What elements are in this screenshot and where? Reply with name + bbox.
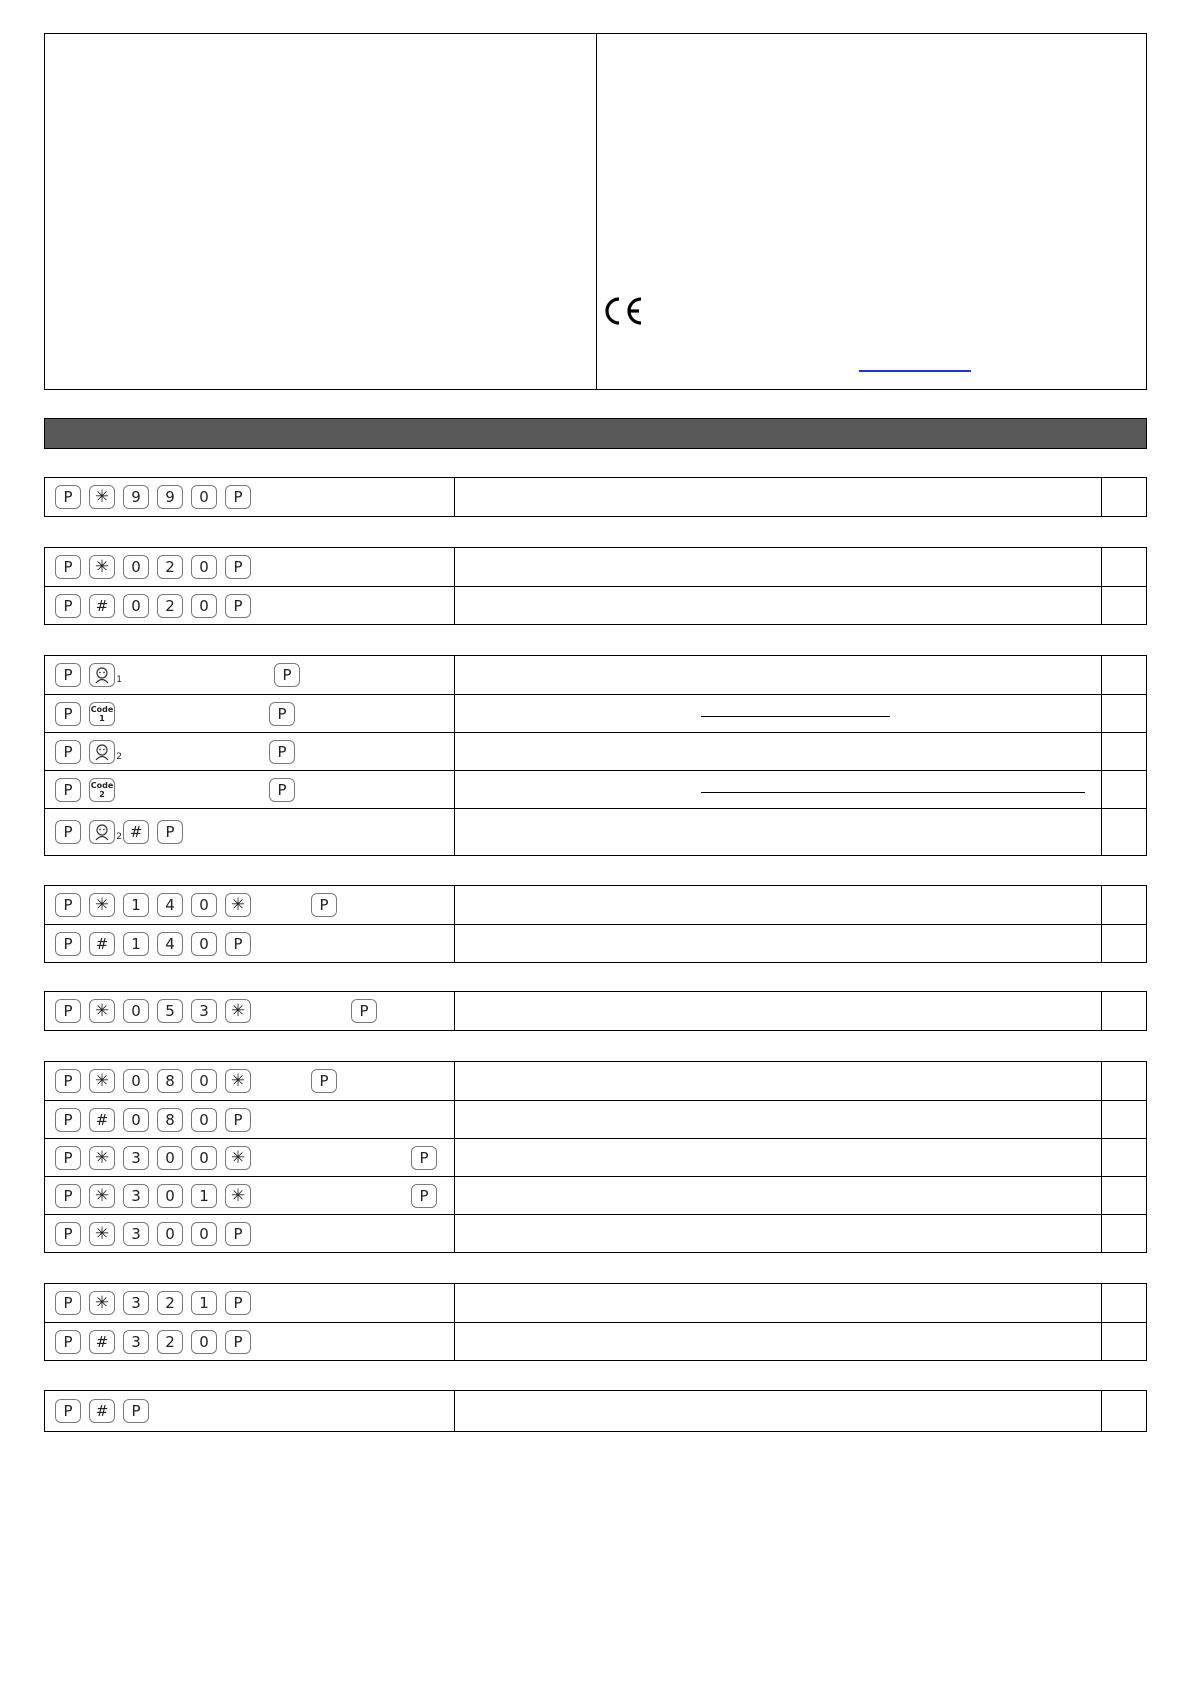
key-digit: 0 (191, 485, 217, 509)
table-row (45, 548, 1146, 586)
key-p: P (225, 555, 251, 579)
key-star: ✳ (89, 485, 115, 509)
check-cell (1102, 1177, 1146, 1214)
key-digit: 1 (123, 932, 149, 956)
key-p: P (225, 1291, 251, 1315)
info-box (44, 33, 1147, 390)
description-cell (455, 809, 1102, 855)
key-digit: 4 (157, 893, 183, 917)
key-p: P (55, 594, 81, 618)
key-sequence (45, 771, 455, 808)
key-star: ✳ (89, 1291, 115, 1315)
key-p: P (269, 740, 295, 764)
key-p: P (225, 485, 251, 509)
table-row (45, 992, 1146, 1030)
key-hash: # (89, 1108, 115, 1132)
description-cell (455, 587, 1102, 624)
key-sequence (45, 1101, 455, 1138)
code-key-label: Code (90, 705, 114, 714)
key-sequence (45, 695, 455, 732)
key-p: P (55, 999, 81, 1023)
key-digit: 4 (157, 932, 183, 956)
table-row (45, 1284, 1146, 1322)
key-p: P (411, 1184, 437, 1208)
key-digit: 2 (157, 1330, 183, 1354)
key-p: P (55, 1146, 81, 1170)
description-cell (455, 1391, 1102, 1431)
key-digit: 0 (191, 893, 217, 917)
command-table-8 (44, 1390, 1147, 1432)
check-cell (1102, 886, 1146, 924)
key-digit: 3 (123, 1146, 149, 1170)
table-row (45, 1100, 1146, 1138)
key-star: ✳ (225, 1184, 251, 1208)
key-digit: 2 (157, 594, 183, 618)
key-hash: # (123, 820, 149, 844)
key-p: P (225, 1330, 251, 1354)
key-digit: 0 (123, 999, 149, 1023)
check-cell (1102, 1215, 1146, 1252)
description-cell (455, 886, 1102, 924)
key-p: P (55, 1291, 81, 1315)
section-heading-bar (44, 418, 1147, 449)
check-cell (1102, 1139, 1146, 1176)
description-cell (455, 548, 1102, 586)
key-digit: 0 (123, 1108, 149, 1132)
person-icon: 2 (89, 740, 115, 764)
key-digit: 3 (123, 1291, 149, 1315)
key-p: P (411, 1146, 437, 1170)
key-digit: 1 (191, 1184, 217, 1208)
key-p: P (225, 594, 251, 618)
command-table-1 (44, 477, 1147, 517)
table-row (45, 1176, 1146, 1214)
check-cell (1102, 478, 1146, 516)
key-star: ✳ (89, 1146, 115, 1170)
key-star: ✳ (89, 1222, 115, 1246)
key-digit: 0 (191, 1069, 217, 1093)
key-p: P (269, 702, 295, 726)
key-p: P (55, 820, 81, 844)
underline (701, 792, 1085, 793)
key-p: P (351, 999, 377, 1023)
key-sequence (45, 1284, 455, 1322)
key-sequence (45, 1215, 455, 1252)
check-cell (1102, 1323, 1146, 1360)
check-cell (1102, 809, 1146, 855)
key-p: P (55, 893, 81, 917)
check-cell (1102, 1062, 1146, 1100)
key-digit: 2 (157, 1291, 183, 1315)
key-sequence (45, 478, 455, 516)
key-p: P (55, 1222, 81, 1246)
description-cell (455, 733, 1102, 770)
key-sequence (45, 587, 455, 624)
key-digit: 0 (157, 1222, 183, 1246)
key-digit: 3 (123, 1222, 149, 1246)
key-p: P (55, 740, 81, 764)
key-digit: 0 (191, 1222, 217, 1246)
description-cell (455, 695, 1102, 732)
key-p: P (55, 1069, 81, 1093)
table-row (45, 808, 1146, 855)
code-key: Code 2 (89, 778, 115, 802)
key-star: ✳ (225, 1069, 251, 1093)
key-digit: 8 (157, 1108, 183, 1132)
check-cell (1102, 695, 1146, 732)
key-digit: 0 (191, 555, 217, 579)
table-row (45, 770, 1146, 808)
key-p: P (55, 1108, 81, 1132)
key-digit: 9 (157, 485, 183, 509)
check-cell (1102, 1101, 1146, 1138)
key-star: ✳ (89, 1069, 115, 1093)
key-hash: # (89, 932, 115, 956)
key-sequence (45, 656, 455, 694)
check-cell (1102, 656, 1146, 694)
key-p: P (55, 663, 81, 687)
table-row (45, 656, 1146, 694)
key-p: P (269, 778, 295, 802)
key-p: P (55, 702, 81, 726)
check-cell (1102, 1391, 1146, 1431)
key-star: ✳ (225, 1146, 251, 1170)
key-p: P (225, 1108, 251, 1132)
key-digit: 0 (123, 1069, 149, 1093)
command-table-2 (44, 547, 1147, 625)
key-digit: 0 (157, 1184, 183, 1208)
key-star: ✳ (89, 555, 115, 579)
command-table-3 (44, 655, 1147, 856)
key-digit: 5 (157, 999, 183, 1023)
underline (701, 716, 890, 717)
key-p: P (274, 663, 300, 687)
check-cell (1102, 548, 1146, 586)
key-digit: 0 (191, 1146, 217, 1170)
check-cell (1102, 733, 1146, 770)
description-cell (455, 1062, 1102, 1100)
table-row (45, 886, 1146, 924)
description-cell (455, 1215, 1102, 1252)
key-digit: 3 (191, 999, 217, 1023)
key-sequence (45, 1177, 455, 1214)
key-sequence (45, 1391, 455, 1431)
key-sequence (45, 548, 455, 586)
info-box-right (597, 34, 1147, 389)
command-table-5 (44, 991, 1147, 1031)
command-table-6 (44, 1061, 1147, 1253)
table-row (45, 732, 1146, 770)
key-digit: 0 (191, 1108, 217, 1132)
code-key-label: Code (90, 781, 114, 790)
web-link[interactable] (859, 370, 971, 372)
key-digit: 0 (157, 1146, 183, 1170)
description-cell (455, 1101, 1102, 1138)
key-p: P (225, 932, 251, 956)
table-row (45, 1138, 1146, 1176)
description-cell (455, 1284, 1102, 1322)
ce-mark-icon (601, 296, 645, 326)
check-cell (1102, 992, 1146, 1030)
table-row (45, 478, 1146, 516)
description-cell (455, 1177, 1102, 1214)
key-digit: 1 (123, 893, 149, 917)
key-digit: 3 (123, 1184, 149, 1208)
key-digit: 0 (191, 1330, 217, 1354)
table-row (45, 1322, 1146, 1360)
key-digit: 0 (191, 932, 217, 956)
description-cell (455, 1139, 1102, 1176)
key-digit: 2 (157, 555, 183, 579)
key-hash: # (89, 1399, 115, 1423)
key-p: P (55, 555, 81, 579)
key-star: ✳ (89, 999, 115, 1023)
key-p: P (55, 1184, 81, 1208)
key-sequence (45, 733, 455, 770)
table-row (45, 1391, 1146, 1431)
key-p: P (55, 1330, 81, 1354)
check-cell (1102, 587, 1146, 624)
key-p: P (123, 1399, 149, 1423)
key-digit: 8 (157, 1069, 183, 1093)
key-p: P (311, 1069, 337, 1093)
key-star: ✳ (89, 1184, 115, 1208)
table-row (45, 1214, 1146, 1252)
key-p: P (157, 820, 183, 844)
key-star: ✳ (89, 893, 115, 917)
key-digit: 3 (123, 1330, 149, 1354)
description-cell (455, 925, 1102, 962)
key-digit: 0 (123, 594, 149, 618)
check-cell (1102, 1284, 1146, 1322)
key-p: P (311, 893, 337, 917)
key-p: P (55, 932, 81, 956)
person-icon: 1 (89, 663, 115, 687)
key-p: P (225, 1222, 251, 1246)
check-cell (1102, 925, 1146, 962)
key-sequence (45, 809, 455, 855)
key-sequence (45, 886, 455, 924)
check-cell (1102, 771, 1146, 808)
key-sequence (45, 992, 455, 1030)
table-row (45, 924, 1146, 962)
key-sequence (45, 1139, 455, 1176)
code-key: Code 1 (89, 702, 115, 726)
key-hash: # (89, 594, 115, 618)
command-table-4 (44, 885, 1147, 963)
description-cell (455, 478, 1102, 516)
key-p: P (55, 778, 81, 802)
key-sequence (45, 1062, 455, 1100)
key-sequence (45, 1323, 455, 1360)
description-cell (455, 992, 1102, 1030)
key-star: ✳ (225, 999, 251, 1023)
table-row (45, 586, 1146, 624)
table-row (45, 1062, 1146, 1100)
key-p: P (55, 1399, 81, 1423)
key-digit: 9 (123, 485, 149, 509)
key-hash: # (89, 1330, 115, 1354)
command-table-7 (44, 1283, 1147, 1361)
table-row (45, 694, 1146, 732)
description-cell (455, 771, 1102, 808)
key-digit: 0 (191, 594, 217, 618)
key-sequence (45, 925, 455, 962)
description-cell (455, 656, 1102, 694)
key-digit: 1 (191, 1291, 217, 1315)
key-p: P (55, 485, 81, 509)
description-cell (455, 1323, 1102, 1360)
person-icon: 2 (89, 820, 115, 844)
key-star: ✳ (225, 893, 251, 917)
key-digit: 0 (123, 555, 149, 579)
